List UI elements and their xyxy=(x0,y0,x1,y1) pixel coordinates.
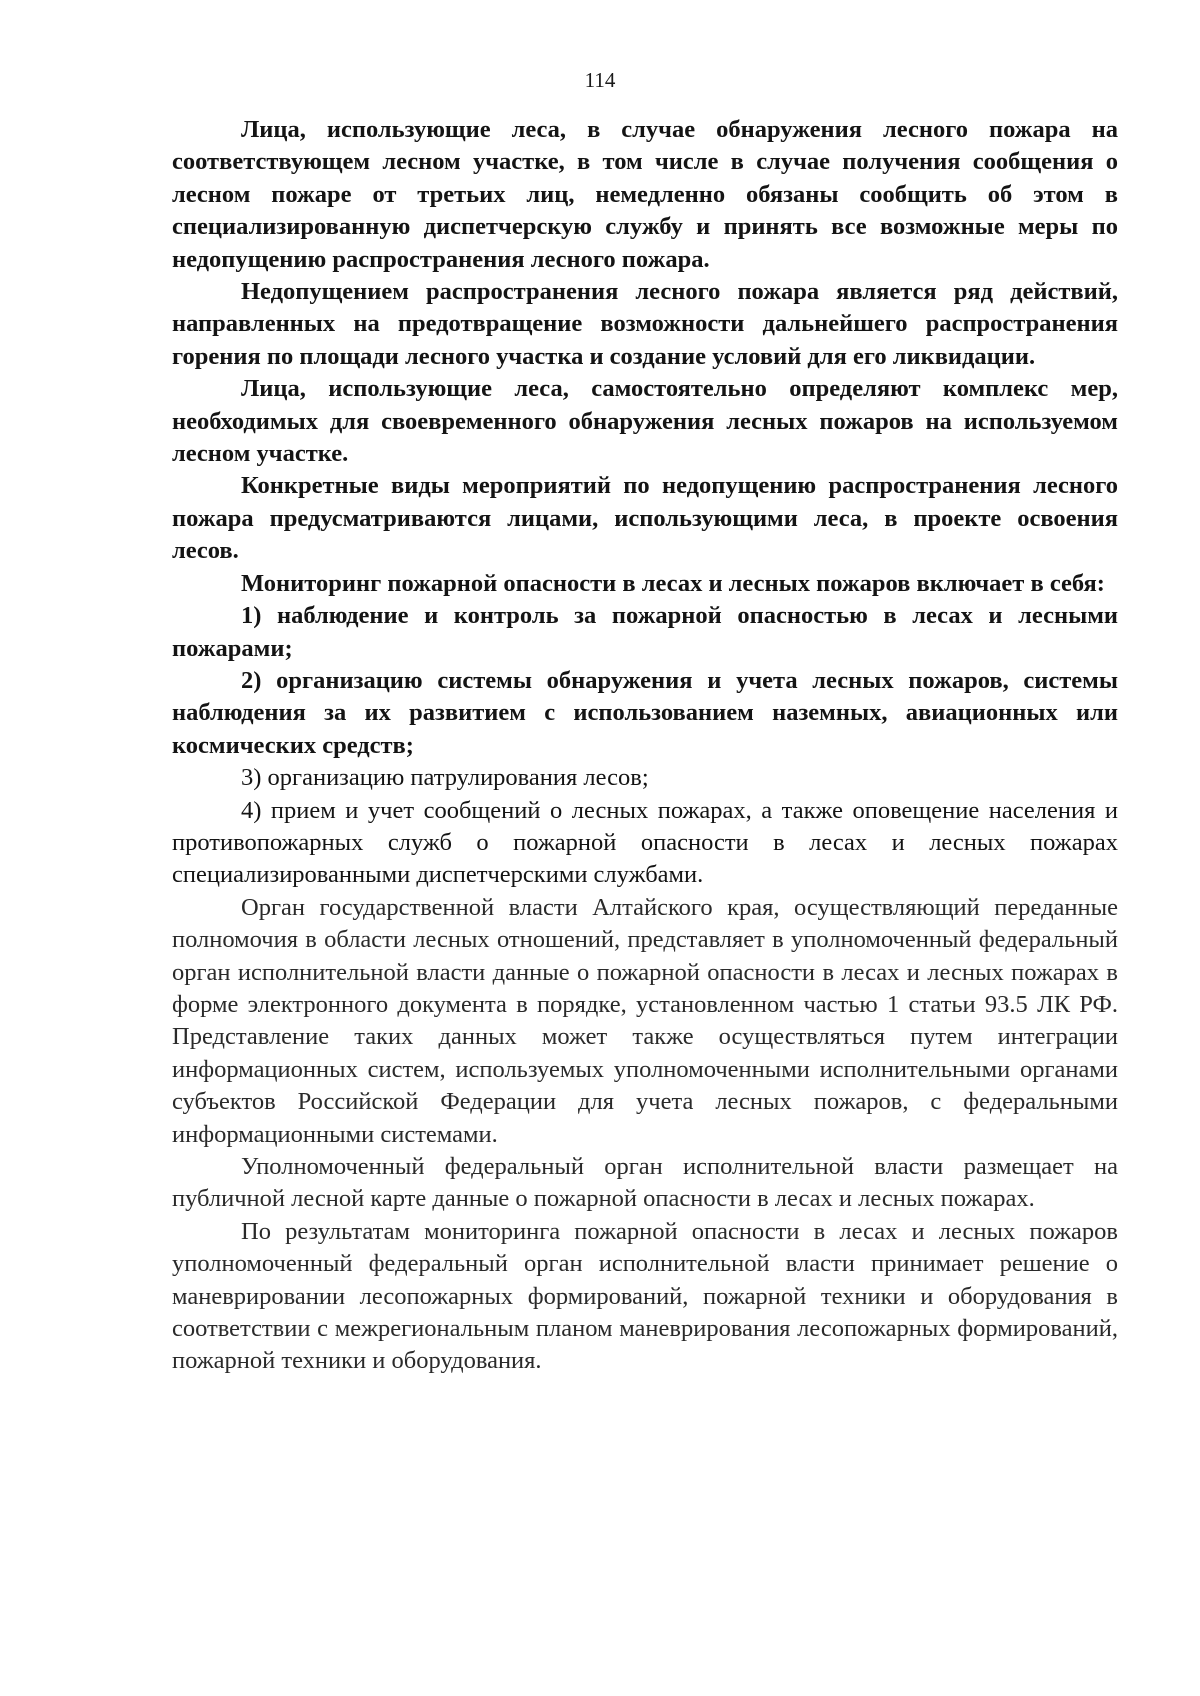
paragraph: Недопущением распространения лесного пожара является ряд действий, направленных на предотвращение возможности дальнейшего распространения горения по площади лесного участка и создание условий для его ликвидации. xyxy=(172,278,1118,370)
list-item: 2) организацию системы обнаружения и учета лесных пожаров, системы наблюдения за их развитием с использованием наземных, авиационных или космических средств; xyxy=(172,666,1118,759)
paragraph: Орган государственной власти Алтайского края, осуществляющий переданные полномочия в области лесных отношений, представляет в уполномоченный федеральный орган исполнительной власти данные о пожарной опасности в лесах и лесных пожарах в форме электронного документа в порядке, установленном частью 1 статьи 93.5 ЛК РФ. Представление таких данных может также осуществляться путем интеграции информационных систем, используемых уполномоченными исполнительными органами субъектов Российской Федерации для учета лесных пожаров, с федеральными информационными системами. xyxy=(172,893,1118,1148)
paragraph: По результатам мониторинга пожарной опасности в лесах и лесных пожаров уполномоченный федеральный орган исполнительной власти принимает решение о маневрировании лесопожарных формирований, пожарной техники и оборудования в соответствии с межрегиональным планом маневрирования лесопожарных формирований, пожарной техники и оборудования. xyxy=(172,1217,1118,1375)
paragraph: Лица, использующие леса, самостоятельно определяют комплекс мер, необходимых для своевременного обнаружения лесных пожаров на используемом лесном участке. xyxy=(172,375,1118,468)
list-item: 3) организацию патрулирования лесов; xyxy=(241,764,649,792)
document-body xyxy=(172,114,1118,1378)
paragraph: Лица, использующие леса, в случае обнаружения лесного пожара на соответствующем лесном участке, в том числе в случае получения сообщения о лесном пожаре от третьих лиц, немедленно обязаны сообщить об этом в специализированную диспетчерскую службу и принять все возможные меры по недопущению распространения лесного пожара. xyxy=(172,116,1118,273)
list-item: 1) наблюдение и контроль за пожарной опасностью в лесах и лесными пожарами; xyxy=(172,602,1118,662)
paragraph: Мониторинг пожарной опасности в лесах и лесных пожаров включает в себя: xyxy=(241,569,1105,597)
paragraph: Уполномоченный федеральный орган исполнительной власти размещает на публичной лесной карте данные о пожарной опасности в лесах и лесных пожарах. xyxy=(172,1153,1118,1213)
page-number: 114 xyxy=(584,68,616,92)
list-item: 4) прием и учет сообщений о лесных пожарах, а также оповещение населения и противопожарных служб о пожарной опасности в лесах и лесных пожарах специализированными диспетчерскими службами. xyxy=(172,796,1118,889)
paragraph: Конкретные виды мероприятий по недопущению распространения лесного пожара предусматриваются лицами, использующими леса, в проекте освоения лесов. xyxy=(172,472,1118,565)
